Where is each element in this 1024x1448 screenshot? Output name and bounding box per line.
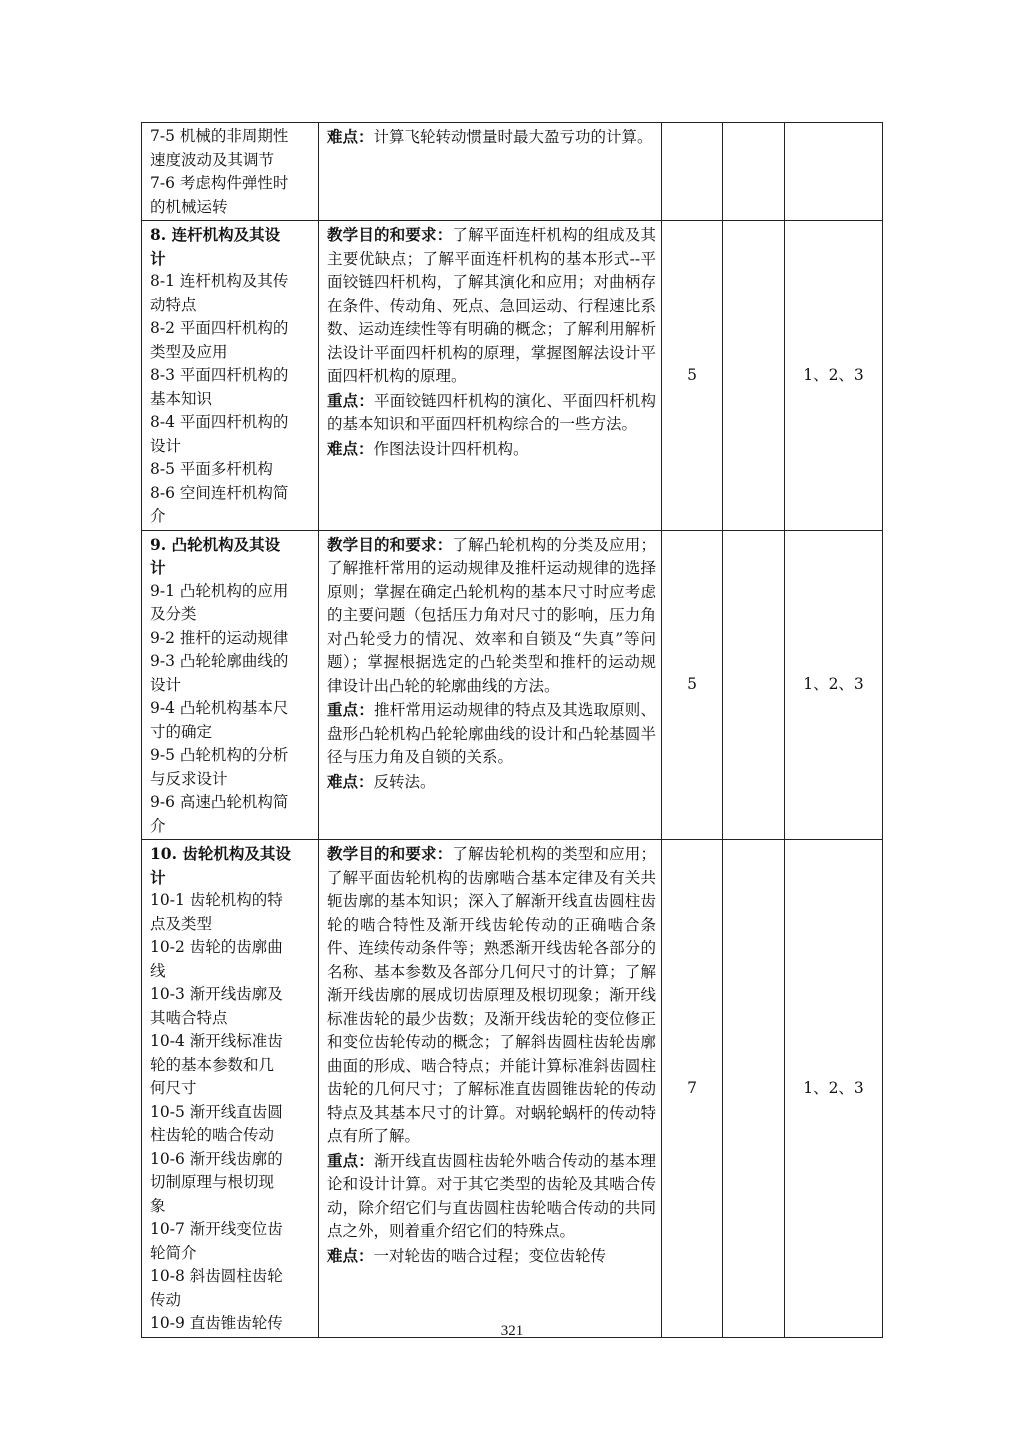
table-row xyxy=(142,221,883,531)
topic-line: 10-7 渐开线变位齿 xyxy=(150,1220,283,1238)
topic-line: 介 xyxy=(150,816,166,835)
topic-line: 10-5 渐开线直齿圆 xyxy=(150,1102,283,1121)
key-paragraph xyxy=(327,698,656,770)
topic-line: 轮的基本参数和几 xyxy=(150,1055,275,1074)
hours-cell: 5 xyxy=(662,530,723,840)
key-label: 重点： xyxy=(327,390,375,410)
empty-cell xyxy=(723,221,785,531)
chapter-title: 计 xyxy=(150,248,166,268)
hours-cell: 7 xyxy=(662,840,723,1338)
goal-text: 了解齿轮机构的类型和应用；了解平面齿轮机构的齿廓啮合基本定律及有关共轭齿廓的基本知识；深入了解渐开线直齿圆柱齿轮的啮合特性及渐开线齿轮传动的正确啮合条件、连续传动条件等；熟悉渐开线齿轮各部分的名称、基本参数及各部分几何尺寸的计算；了解渐开线齿廓的展成切齿原理及根切现象；渐开线标准齿轮的最少齿数；及渐开线齿轮的变位修正和变位齿轮传动的概念；了解斜齿圆柱齿轮齿廓曲面的形成、啮合特点；并能计算标准斜齿圆柱齿轮的几何尺寸；了解标准直齿圆锥齿轮的传动特点及其基本尺寸的计算。对蜗轮蜗杆的传动特点有所了解。 xyxy=(327,845,656,1145)
table-row xyxy=(142,530,883,840)
topic-line: 9-3 凸轮轮廓曲线的 xyxy=(150,652,289,670)
goal-label: 教学目的和要求： xyxy=(327,534,453,554)
content-cell xyxy=(319,221,662,531)
syllabus-table-body xyxy=(142,123,883,1338)
topic-cell xyxy=(142,123,319,221)
empty-cell xyxy=(723,530,785,840)
empty-cell xyxy=(723,123,785,221)
topic-line: 8-1 连杆机构及其传 xyxy=(150,272,289,290)
topic-line: 7-5 机械的非周期性 xyxy=(150,127,289,145)
topic-line: 10-4 渐开线标准齿 xyxy=(150,1032,283,1050)
goal-label: 教学目的和要求： xyxy=(327,844,453,863)
key-paragraph xyxy=(327,389,656,437)
difficulty-label: 难点： xyxy=(327,1245,374,1265)
topic-line: 何尺寸 xyxy=(150,1079,197,1097)
goal-paragraph xyxy=(327,223,656,389)
chapter-title: 计 xyxy=(150,867,166,887)
topic-line: 介 xyxy=(150,507,166,525)
topic-line: 轮简介 xyxy=(150,1243,197,1262)
topic-line: 基本知识 xyxy=(150,389,213,408)
topic-line: 设计 xyxy=(150,675,182,694)
topic-line: 柱齿轮的啮合传动 xyxy=(150,1126,275,1144)
objectives-cell: 1、2、3 xyxy=(785,840,883,1338)
difficulty-paragraph xyxy=(327,437,656,462)
hours-cell xyxy=(662,123,723,221)
objectives-cell: 1、2、3 xyxy=(785,221,883,531)
difficulty-label: 难点： xyxy=(327,438,374,458)
topic-line: 9-1 凸轮机构的应用 xyxy=(150,581,289,600)
topic-line: 10-8 斜齿圆柱齿轮 xyxy=(150,1267,283,1285)
goal-label: 教学目的和要求： xyxy=(327,225,453,244)
table-row xyxy=(142,123,883,221)
topic-line: 传动 xyxy=(150,1290,182,1309)
topic-line: 9-4 凸轮机构基本尺 xyxy=(150,699,289,717)
topic-line: 切制原理与根切现 xyxy=(150,1173,275,1191)
topic-cell xyxy=(142,840,319,1338)
difficulty-label: 难点： xyxy=(327,771,374,791)
topic-line: 9-5 凸轮机构的分析 xyxy=(150,746,289,764)
difficulty-paragraph xyxy=(327,125,656,150)
topic-line: 10-9 直齿锥齿轮传 xyxy=(150,1314,283,1332)
key-paragraph xyxy=(327,1149,656,1244)
topic-line: 9-2 推杆的运动规律 xyxy=(150,628,289,647)
content-cell xyxy=(319,530,662,840)
chapter-title: 计 xyxy=(150,558,166,577)
goal-text: 了解平面连杆机构的组成及其主要优缺点；了解平面连杆机构的基本形式--平面铰链四杆机构，了解其演化和应用；对曲柄存在条件、传动角、死点、急回运动、行程速比系数、运动连续性等有明确的概念；了解利用解析法设计平面四杆机构的原理，掌握图解法设计平面四杆机构的原理。 xyxy=(327,226,656,385)
difficulty-label: 难点： xyxy=(327,127,374,146)
goal-paragraph xyxy=(327,533,656,699)
chapter-title: 8. 连杆机构及其设 xyxy=(150,225,281,244)
objectives-cell: 1、2、3 xyxy=(785,530,883,840)
difficulty-text: 作图法设计四杆机构。 xyxy=(373,439,529,458)
key-text: 推杆常用运动规律的特点及其选取原则、盘形凸轮机构凸轮轮廓曲线的设计和凸轮基圆半径与压力角及自锁的关系。 xyxy=(327,701,656,766)
key-label: 重点： xyxy=(327,1150,375,1170)
topic-line: 线 xyxy=(150,961,166,980)
topic-line: 8-4 平面四杆机构的 xyxy=(150,413,289,431)
topic-cell xyxy=(142,530,319,840)
difficulty-text: 一对轮齿的啮合过程；变位齿轮传 xyxy=(373,1246,607,1265)
chapter-title: 10. 齿轮机构及其设 xyxy=(150,844,291,863)
topic-line: 设计 xyxy=(150,436,182,455)
topic-line: 7-6 考虑构件弹性时 xyxy=(150,174,289,192)
topic-line: 8-3 平面四杆机构的 xyxy=(150,366,289,384)
topic-line: 速度波动及其调节 xyxy=(150,150,275,169)
topic-line: 8-2 平面四杆机构的 xyxy=(150,319,289,337)
content-cell xyxy=(319,840,662,1338)
objectives-cell xyxy=(785,123,883,221)
topic-line: 10-2 齿轮的齿廓曲 xyxy=(150,938,283,956)
goal-text: 了解凸轮机构的分类及应用；了解推杆常用的运动规律及推杆运动规律的选择原则；掌握在确定凸轮机构的基本尺寸时应考虑的主要问题（包括压力角对尺寸的影响，压力角对凸轮受力的情况、效率和自锁及“失真”等问题）；掌握根据选定的凸轮类型和推杆的运动规律设计出凸轮的轮廓曲线的方法。 xyxy=(327,535,656,695)
topic-line: 10-1 齿轮机构的特 xyxy=(150,891,283,909)
topic-line: 10-3 渐开线齿廓及 xyxy=(150,985,283,1003)
difficulty-paragraph xyxy=(327,1244,656,1269)
topic-line: 点及类型 xyxy=(150,914,213,933)
topic-line: 8-6 空间连杆机构简 xyxy=(150,483,289,502)
difficulty-text: 反转法。 xyxy=(373,772,436,791)
topic-line: 动特点 xyxy=(150,295,197,314)
topic-line: 8-5 平面多杆机构 xyxy=(150,460,273,478)
page-number: 321 xyxy=(500,1323,524,1339)
key-text: 平面铰链四杆机构的演化、平面四杆机构的基本知识和平面四杆机构综合的一些方法。 xyxy=(327,391,656,433)
topic-line: 其啮合特点 xyxy=(150,1008,228,1027)
topic-line: 9-6 高速凸轮机构简 xyxy=(150,793,289,811)
topic-line: 10-6 渐开线齿廓的 xyxy=(150,1149,283,1168)
difficulty-text: 计算飞轮转动惯量时最大盈亏功的计算。 xyxy=(373,128,653,146)
empty-cell xyxy=(723,840,785,1338)
syllabus-table xyxy=(141,122,883,1338)
content-cell xyxy=(319,123,662,221)
topic-line: 象 xyxy=(150,1196,166,1215)
chapter-title: 9. 凸轮机构及其设 xyxy=(150,534,281,554)
key-text: 渐开线直齿圆柱齿轮外啮合传动的基本理论和设计计算。对于其它类型的齿轮及其啮合传动，除介绍它们与直齿圆柱齿轮啮合传动的共同点之外，则着重介绍它们的特殊点。 xyxy=(327,1151,656,1240)
goal-paragraph xyxy=(327,842,656,1149)
table-row xyxy=(142,840,883,1338)
topic-line: 类型及应用 xyxy=(150,342,228,361)
topic-line: 的机械运转 xyxy=(150,197,228,216)
topic-line: 及分类 xyxy=(150,605,197,623)
topic-cell xyxy=(142,221,319,531)
hours-cell: 5 xyxy=(662,221,723,531)
key-label: 重点： xyxy=(327,700,375,719)
difficulty-paragraph xyxy=(327,770,656,795)
topic-line: 与反求设计 xyxy=(150,769,228,788)
topic-line: 寸的确定 xyxy=(150,722,213,741)
